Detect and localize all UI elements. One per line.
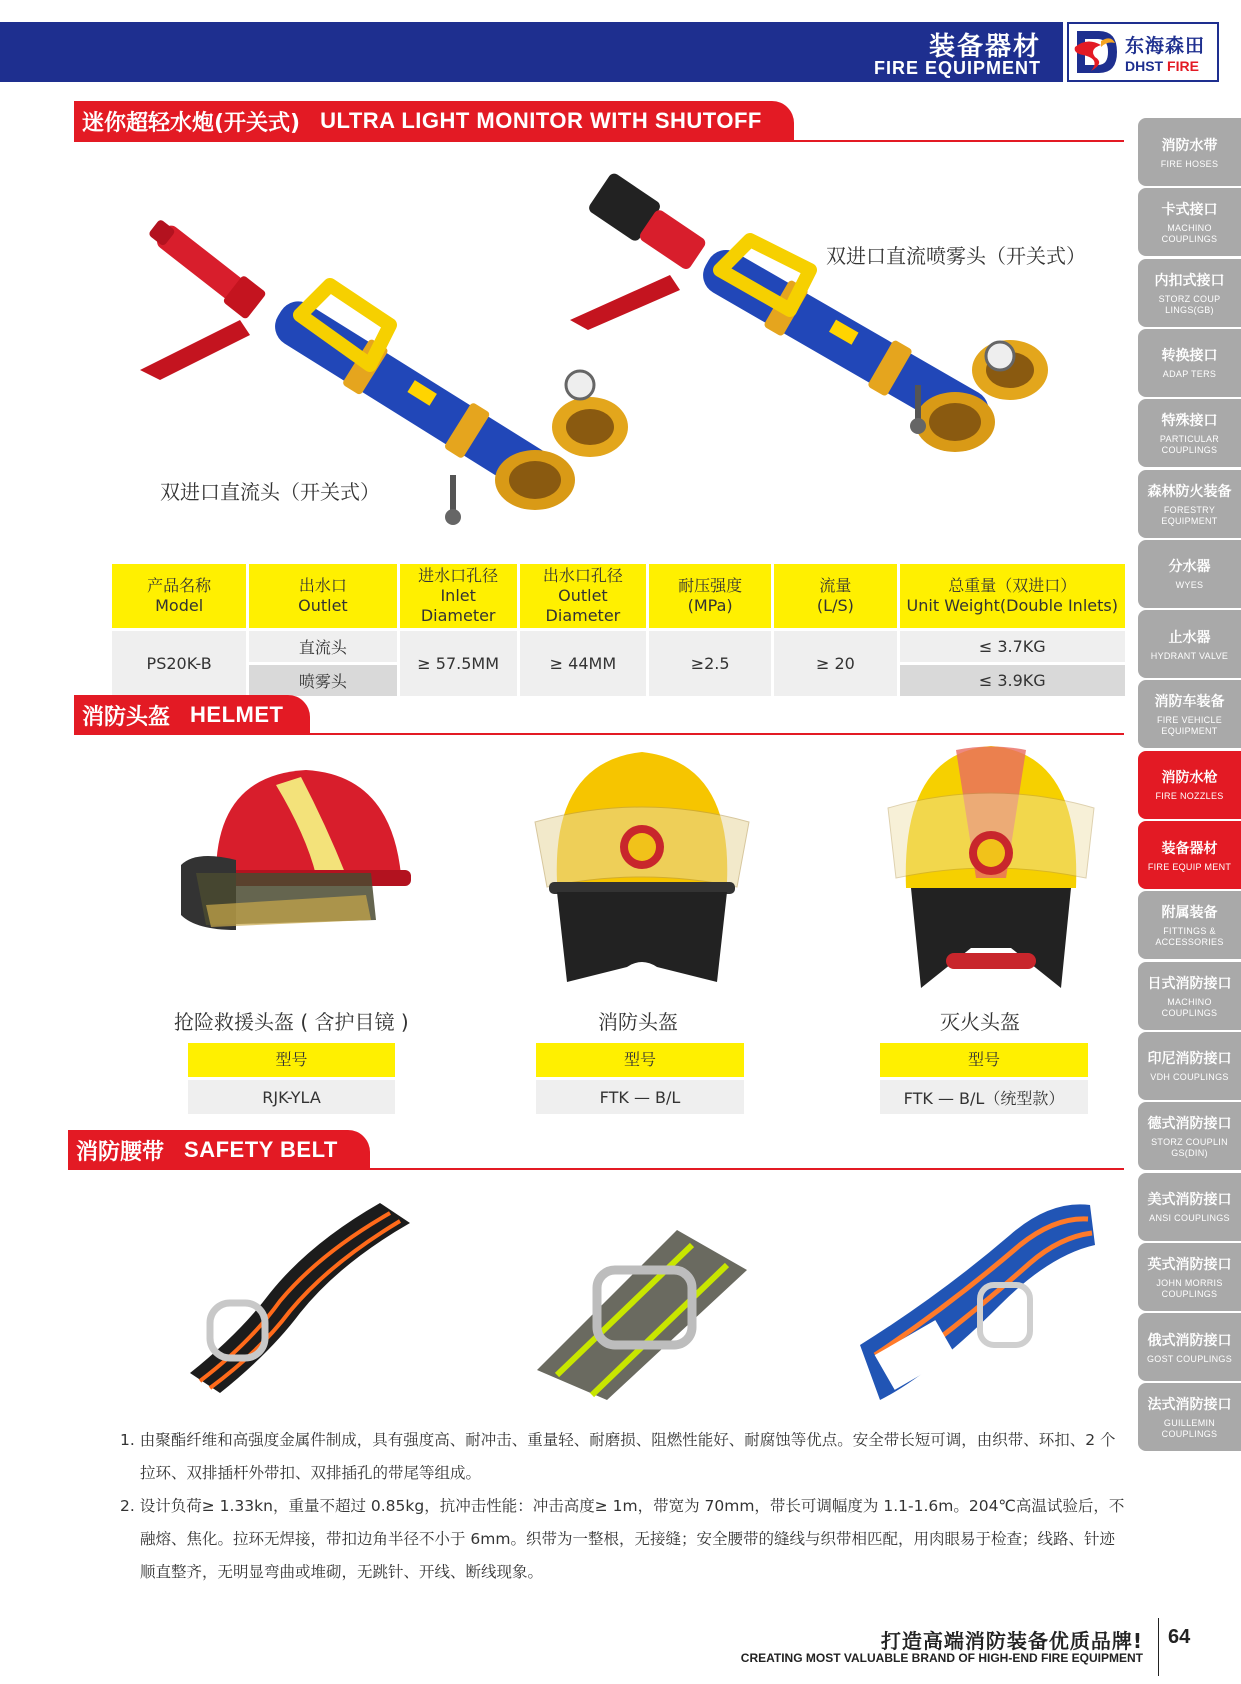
sidebar-item[interactable] [1138,1313,1241,1381]
logo-text-en [1125,58,1205,74]
section-divider [74,140,1124,142]
monitor-spec-table [109,561,1128,699]
sidebar-item-label-en: ADAP TERS [1162,369,1217,380]
helmet-table-header: 型号 [536,1043,744,1077]
safety-belt-image-1 [180,1183,420,1403]
sidebar-item-label-en: MACHINO COUPLINGS [1161,996,1218,1018]
page-header [0,22,1063,82]
sidebar-item-label-en: GOST COUPLINGS [1146,1353,1233,1364]
table-header-row [112,564,1125,628]
sidebar-item-label-en: STORZ COUP LINGS(GB) [1158,293,1221,315]
table-cell-outlet: 直流头 [249,631,396,662]
table-header-model: 产品名称 Model [112,564,246,628]
sidebar-item[interactable] [1138,821,1241,889]
sidebar-item[interactable] [1138,1383,1241,1451]
helmet-caption-1: 抢险救援头盔 ( 含护目镜 ) [174,1010,409,1034]
sidebar-item-label-cn: 英式消防接口 [1147,1256,1232,1273]
page-number: 64 [1168,1626,1191,1648]
fire-helmet-image [527,742,757,992]
table-cell-weight: ≤ 3.9KG [900,665,1126,696]
footer-divider [1158,1618,1159,1676]
footer-slogan-cn: 打造高端消防装备优质品牌! [880,1629,1143,1653]
sidebar-item-label-en: FIRE NOZZLES [1155,791,1224,802]
sidebar-item[interactable] [1138,962,1241,1030]
sidebar-item-label-cn: 转换接口 [1161,348,1218,365]
sidebar-item-label-en: MACHINO COUPLINGS [1161,223,1218,245]
section-title-cn: 消防头盔 [82,704,171,730]
helmet-table-header: 型号 [188,1043,395,1077]
sidebar-item-label-en: FIRE VEHICLE EQUIPMENT [1156,715,1223,737]
header-title-en: FIRE EQUIPMENT [873,58,1041,78]
sidebar-item[interactable] [1138,540,1241,608]
helmet-caption-2: 消防头盔 [598,1010,678,1034]
table-cell-outlet: 喷雾头 [249,665,396,696]
table-header-outlet: 出水口 Outlet [249,564,396,628]
sidebar-item-label-en: FITTINGS & ACCESSORIES [1155,926,1224,948]
sidebar-item-label-en: PARTICULAR COUPLINGS [1159,434,1220,456]
sidebar-item-label-cn: 附属装备 [1161,905,1218,922]
sidebar-item[interactable] [1138,470,1241,538]
sidebar-item[interactable] [1138,1243,1241,1311]
helmet-table-2 [536,1040,744,1117]
section-title-en: SAFETY BELT [184,1137,338,1162]
monitor-spray-nozzle-image [570,160,1080,480]
sidebar-item[interactable] [1138,399,1241,467]
monitor-caption-2: 双进口直流喷雾头（开关式） [826,244,1086,268]
monitor-caption-1: 双进口直流头（开关式） [160,480,380,504]
section-title-belt [68,1130,338,1170]
sidebar-item[interactable] [1138,1173,1241,1241]
section-title-cn: 迷你超轻水炮(开关式) [82,110,301,136]
section-title-cn: 消防腰带 [76,1139,165,1165]
section-title-helmet [74,695,283,735]
sidebar-item[interactable] [1138,259,1241,327]
table-cell-weight: ≤ 3.7KG [900,631,1126,662]
belt-notes [120,1424,1130,1589]
table-cell-model: PS20K-B [112,631,246,696]
section-title-monitor [74,101,762,141]
sidebar-item-label-en: HYDRANT VALVE [1150,650,1229,661]
footer-slogan-en: CREATING MOST VALUABLE BRAND OF HIGH-END FIRE EQUIPMENT [740,1651,1143,1665]
sidebar-item-label-cn: 德式消防接口 [1147,1116,1232,1133]
firefighting-helmet-image [886,738,1096,993]
sidebar-item-label-en: FIRE EQUIP MENT [1147,861,1232,872]
section-divider [74,733,1124,735]
sidebar-item-label-cn: 消防水带 [1161,137,1218,154]
sidebar-item-label-cn: 俄式消防接口 [1147,1332,1232,1349]
table-header-outlet-diameter: 出水口孔径 Outlet Diameter [520,564,646,628]
helmet-caption-3: 灭火头盔 [940,1010,1020,1034]
table-header-weight: 总重量（双进口） Unit Weight(Double Inlets) [900,564,1126,628]
rescue-helmet-image [176,755,416,965]
table-cell-outlet-diameter: ≥ 44MM [520,631,646,696]
sidebar-item[interactable] [1138,891,1241,959]
logo-text-en-a: DHST [1125,57,1164,74]
table-cell-flow: ≥ 20 [774,631,896,696]
sidebar-item-label-cn: 装备器材 [1161,840,1218,857]
header-title-cn: 装备器材 [928,32,1041,62]
helmet-table-model: FTK — B/L（统型款） [880,1080,1088,1114]
table-cell-pressure: ≥2.5 [649,631,771,696]
sidebar-item-label-en: VDH COUPLINGS [1150,1072,1229,1083]
section-title-en: HELMET [190,702,284,727]
safety-belt-image-2 [537,1200,757,1400]
brand-logo-icon [1071,25,1121,79]
belt-note-2: 2. 设计负荷≥ 1.33kn，重量不超过 0.85kg，抗冲击性能：冲击高度≥ 1m，带宽为 70mm，带长可调幅度为 1.1-1.6m。204℃高温试验后，不融熔、焦化。拉环无焊接，带扣边角半径不小于 6mm。织带为一整根，无接缝；安全腰带的缝线与织带相匹配，用肉眼易于检查；线路、针迹顺直整齐，无明显弯曲或堆砌，无跳针、开线、断线现象。 [120,1497,1125,1581]
sidebar-item[interactable] [1138,188,1241,256]
sidebar-item[interactable] [1138,1102,1241,1170]
sidebar-item-label-en: JOHN MORRIS COUPLINGS [1156,1277,1223,1299]
sidebar-item[interactable] [1138,329,1241,397]
table-header-flow: 流量 (L/S) [774,564,896,628]
logo-text-en-b: FIRE [1167,57,1199,74]
table-header-pressure: 耐压强度 (MPa) [649,564,771,628]
helmet-table-3 [880,1040,1088,1117]
safety-belt-image-3 [860,1185,1100,1405]
sidebar-item-label-cn: 特殊接口 [1161,413,1218,430]
sidebar-item-label-en: FORESTRY EQUIPMENT [1161,504,1218,526]
sidebar-item[interactable] [1138,751,1241,819]
sidebar-item-label-cn: 止水器 [1168,629,1211,646]
sidebar-item-label-cn: 美式消防接口 [1147,1192,1232,1208]
section-title-en: ULTRA LIGHT MONITOR WITH SHUTOFF [320,108,762,133]
helmet-table-header: 型号 [880,1043,1088,1077]
helmet-table-model: FTK — B/L [536,1080,744,1114]
sidebar-item-label-cn: 日式消防接口 [1147,975,1232,992]
sidebar-item-label-cn: 森林防火装备 [1147,483,1232,500]
sidebar-item[interactable] [1138,680,1241,748]
sidebar-item-label-en: ANSI COUPLINGS [1149,1213,1230,1223]
sidebar-item-label-cn: 卡式接口 [1161,202,1218,219]
sidebar-item-label-en: GUILLEMIN COUPLINGS [1161,1418,1218,1440]
helmet-table-1 [188,1040,395,1117]
table-cell-inlet-diameter: ≥ 57.5MM [400,631,517,696]
sidebar-item-label-cn: 消防水枪 [1161,770,1218,787]
sidebar-item-label-cn: 消防车装备 [1154,694,1225,711]
sidebar-item-label-cn: 分水器 [1168,559,1211,576]
sidebar-item-label-en: STORZ COUPLIN GS(DIN) [1151,1137,1228,1159]
sidebar-item-label-en: WYES [1175,580,1204,591]
sidebar-item-label-cn: 内扣式接口 [1154,272,1225,289]
table-row [112,631,1125,662]
brand-logo [1067,22,1219,82]
sidebar-item[interactable] [1138,1032,1241,1100]
sidebar-item[interactable] [1138,610,1241,678]
sidebar-item-label-cn: 印尼消防接口 [1147,1051,1232,1068]
sidebar-item[interactable] [1138,118,1241,186]
sidebar-item-label-en: FIRE HOSES [1160,158,1219,169]
logo-text-cn: 东海森田 [1125,34,1206,57]
table-header-inlet-diameter: 进水口孔径 Inlet Diameter [400,564,517,628]
helmet-table-model: RJK-YLA [188,1080,395,1114]
belt-note-1: 1. 由聚酯纤维和高强度金属件制成，具有强度高、耐冲击、重量轻、耐磨损、阻燃性能好、耐腐蚀等优点。安全带长短可调，由织带、环扣、2 个拉环、双排插杆外带扣、双排插孔的带尾等组成。 [120,1431,1116,1482]
sidebar-item-label-cn: 法式消防接口 [1147,1397,1232,1414]
section-divider [68,1168,1124,1170]
